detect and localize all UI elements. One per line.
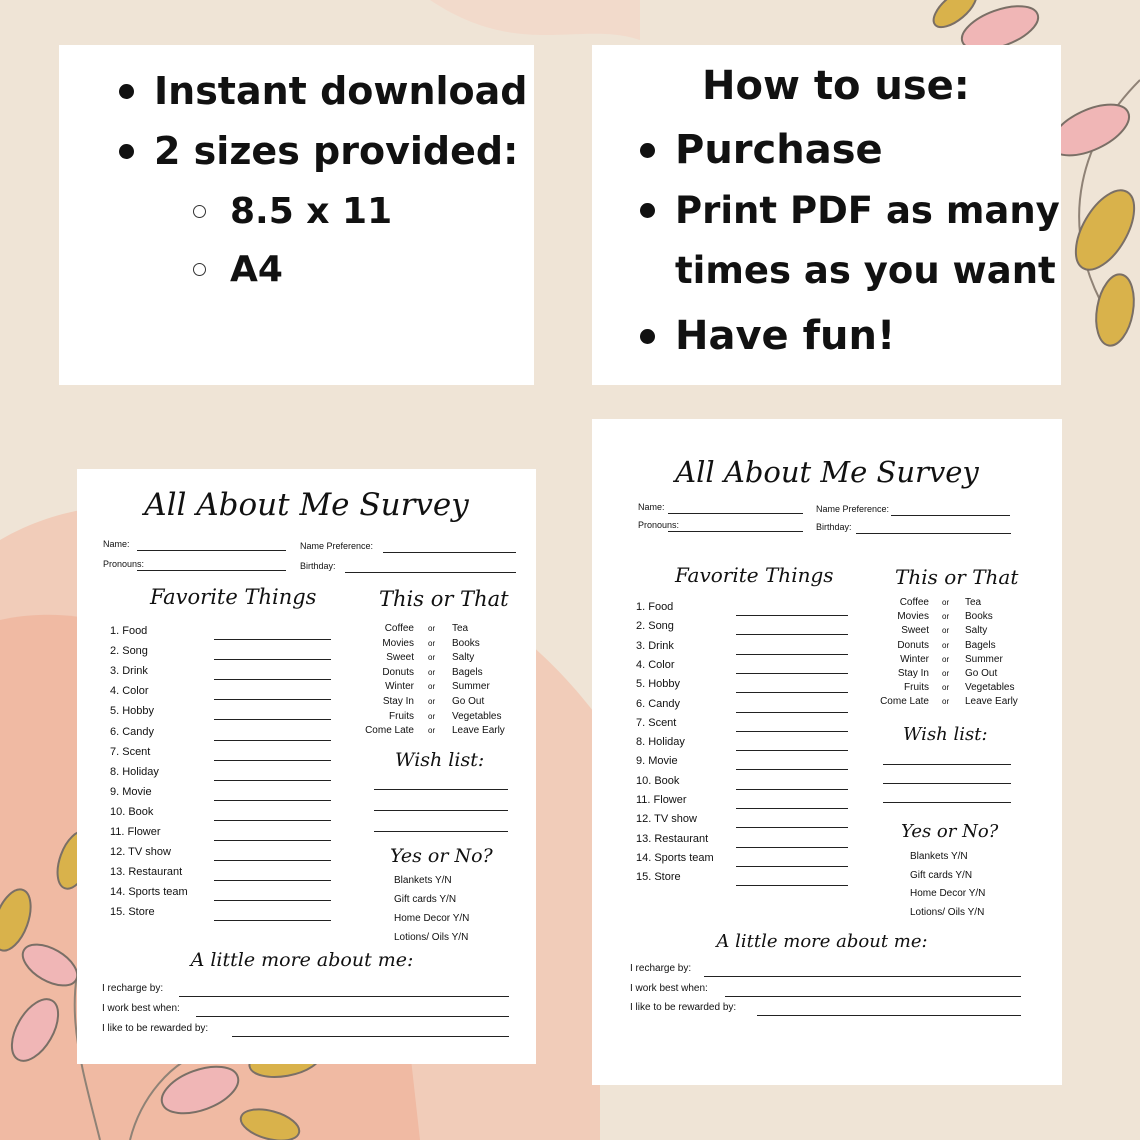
favorite-item: 9. Movie	[110, 785, 152, 798]
favorite-answer-line	[736, 769, 848, 770]
favorite-item: 2. Song	[636, 620, 674, 633]
that-option: Salty	[452, 652, 475, 664]
or-word: or	[942, 612, 950, 622]
favorite-answer-line	[736, 692, 848, 693]
favorite-item: 11. Flower	[110, 826, 161, 838]
favorite-item: 6. Candy	[636, 697, 681, 710]
this-option: Fruits	[389, 710, 414, 722]
this-option: Movies	[897, 611, 929, 623]
that-option: Books	[452, 637, 480, 649]
or-word: or	[428, 638, 436, 648]
favorite-item: 15. Store	[636, 871, 681, 884]
favorite-answer-line	[214, 719, 331, 720]
favorite-item: 7. Scent	[636, 716, 677, 729]
favorite-answer-line	[736, 885, 848, 886]
favorite-item: 4. Color	[636, 658, 675, 671]
feature-label: Instant download	[154, 69, 528, 113]
favorite-answer-line	[736, 808, 848, 809]
more-prompt: I recharge by:	[102, 983, 164, 994]
wish-list-line	[883, 764, 1011, 765]
favorite-item: 12. TV show	[636, 813, 697, 826]
favorite-answer-line	[214, 820, 331, 821]
yes-no-item: Lotions/ Oils Y/N	[910, 907, 985, 919]
more-answer-line	[196, 1016, 509, 1017]
favorite-item: 13. Restaurant	[110, 866, 183, 879]
wish-list-line	[374, 831, 508, 832]
more-answer-line	[757, 1015, 1021, 1016]
favorite-answer-line	[214, 659, 331, 660]
that-option: Go Out	[452, 696, 485, 707]
this-option: Sweet	[901, 625, 929, 637]
name-pref-line	[891, 515, 1010, 516]
this-or-that-heading: This or That	[379, 587, 509, 611]
favorite-item: 7. Scent	[110, 745, 151, 758]
step-label: Have fun!	[675, 313, 896, 359]
circle-bullet-icon	[193, 263, 206, 276]
favorite-answer-line	[736, 827, 848, 828]
favorite-answer-line	[214, 740, 331, 741]
this-or-that-heading: This or That	[895, 565, 1019, 589]
size-label: 8.5 x 11	[230, 191, 393, 232]
this-option: Come Late	[880, 696, 929, 708]
yes-no-item: Gift cards Y/N	[394, 894, 457, 905]
favorite-item: 12. TV show	[110, 846, 171, 859]
features-card	[59, 45, 534, 385]
birthday-label: Birthday:	[300, 561, 336, 571]
name-pref-label: Name Preference:	[816, 504, 890, 514]
yes-or-no-heading: Yes or No?	[390, 845, 493, 867]
favorite-item: 8. Holiday	[636, 736, 685, 749]
how-to-card	[592, 45, 1061, 385]
favorite-answer-line	[736, 750, 848, 751]
yes-no-item: Home Decor Y/N	[394, 913, 470, 924]
favorite-answer-line	[214, 760, 331, 761]
how-to-step	[640, 313, 895, 359]
that-option: Leave Early	[965, 696, 1018, 708]
favorite-item: 3. Drink	[636, 639, 674, 652]
bullet-icon	[640, 143, 655, 158]
favorite-answer-line	[736, 731, 848, 732]
yes-no-item: Blankets Y/N	[910, 851, 968, 862]
that-option: Tea	[965, 597, 982, 608]
this-option: Coffee	[384, 623, 414, 634]
this-option: Fruits	[904, 682, 929, 694]
wish-list-line	[374, 810, 508, 811]
favorite-answer-line	[736, 847, 848, 848]
favorite-item: 5. Hobby	[636, 678, 681, 691]
that-option: Tea	[452, 623, 469, 634]
this-option: Donuts	[897, 639, 929, 651]
that-option: Books	[965, 611, 993, 623]
this-option: Stay In	[382, 696, 414, 707]
more-prompt: I recharge by:	[630, 963, 692, 974]
favorite-item: 5. Hobby	[110, 705, 155, 718]
yes-no-item: Home Decor Y/N	[910, 888, 986, 900]
or-word: or	[428, 667, 436, 677]
favorite-answer-line	[214, 679, 331, 680]
favorite-item: 2. Song	[110, 645, 148, 658]
yes-no-item: Gift cards Y/N	[910, 869, 973, 881]
favorite-answer-line	[214, 780, 331, 781]
bullet-icon	[640, 329, 655, 344]
more-prompt: I work best when:	[102, 1003, 180, 1014]
favorite-answer-line	[214, 800, 331, 801]
how-to-step	[640, 189, 1060, 232]
or-word: or	[942, 598, 950, 607]
that-option: Vegetables	[965, 682, 1015, 694]
more-prompt: I like to be rewarded by:	[630, 1002, 737, 1013]
favorite-answer-line	[214, 639, 331, 640]
or-word: or	[428, 624, 436, 633]
survey-title: All About Me Survey	[144, 487, 469, 523]
wish-list-line	[883, 802, 1011, 803]
favorite-answer-line	[736, 712, 848, 713]
how-to-step-cont: times as you want	[675, 249, 1056, 292]
favorite-answer-line	[214, 900, 331, 901]
favorite-answer-line	[214, 880, 331, 881]
more-prompt: I like to be rewarded by:	[102, 1023, 209, 1034]
birthday-line	[345, 572, 516, 573]
favorite-answer-line	[736, 634, 848, 635]
birthday-line	[856, 533, 1011, 534]
favorites-heading: Favorite Things	[675, 563, 834, 587]
favorite-item: 11. Flower	[636, 794, 687, 806]
wish-list-line	[883, 783, 1011, 784]
that-option: Bagels	[452, 666, 483, 678]
more-answer-line	[179, 996, 509, 997]
or-word: or	[428, 653, 436, 663]
bullet-icon	[640, 203, 655, 218]
that-option: Vegetables	[452, 710, 502, 722]
favorite-item: 10. Book	[636, 774, 680, 787]
or-word: or	[942, 654, 950, 664]
name-pref-label: Name Preference:	[300, 541, 374, 551]
favorite-answer-line	[736, 615, 848, 616]
this-option: Sweet	[386, 652, 414, 664]
this-option: Winter	[900, 653, 929, 665]
that-option: Salty	[965, 625, 988, 637]
how-to-step	[640, 127, 883, 173]
more-prompt: I work best when:	[630, 982, 708, 994]
more-about-heading: A little more about me:	[716, 931, 928, 952]
name-line	[668, 513, 803, 514]
or-word: or	[428, 726, 436, 736]
that-option: Go Out	[965, 668, 998, 679]
pronouns-line	[137, 570, 286, 571]
this-option: Come Late	[365, 725, 414, 737]
yes-or-no-heading: Yes or No?	[901, 821, 999, 842]
step-label: Print PDF as many	[675, 189, 1060, 232]
favorite-answer-line	[214, 920, 331, 921]
circle-bullet-icon	[193, 205, 206, 218]
or-word: or	[428, 697, 436, 706]
more-about-heading: A little more about me:	[190, 949, 414, 971]
this-option: Winter	[385, 681, 414, 693]
favorite-item: 3. Drink	[110, 665, 148, 678]
bullet-icon	[119, 144, 134, 159]
birthday-label: Birthday:	[816, 522, 852, 532]
step-label: Purchase	[675, 127, 883, 173]
this-option: Movies	[382, 637, 414, 649]
favorite-answer-line	[736, 866, 848, 867]
this-option: Coffee	[899, 597, 929, 608]
or-word: or	[428, 711, 436, 721]
favorite-item: 15. Store	[110, 906, 155, 919]
name-line	[137, 550, 286, 551]
more-answer-line	[704, 976, 1021, 977]
favorite-item: 4. Color	[110, 685, 149, 698]
favorite-answer-line	[736, 673, 848, 674]
more-answer-line	[725, 996, 1021, 997]
or-word: or	[942, 669, 950, 678]
name-label: Name:	[103, 539, 130, 549]
wish-list-line	[374, 789, 508, 790]
favorite-answer-line	[214, 840, 331, 841]
survey-sheet-a4	[592, 419, 1062, 1085]
that-option: Summer	[452, 681, 490, 693]
favorite-answer-line	[736, 789, 848, 790]
feature-label: 2 sizes provided:	[154, 129, 519, 173]
favorite-item: 14. Sports team	[636, 851, 714, 864]
favorite-item: 9. Movie	[636, 755, 678, 768]
size-item	[193, 191, 392, 232]
favorite-item: 10. Book	[110, 805, 154, 818]
or-word: or	[942, 683, 950, 693]
favorite-item: 13. Restaurant	[636, 832, 709, 845]
feature-item	[119, 129, 518, 173]
yes-no-item: Blankets Y/N	[394, 875, 452, 886]
or-word: or	[942, 626, 950, 636]
that-option: Summer	[965, 653, 1003, 665]
name-label: Name:	[638, 502, 665, 512]
wish-list-heading: Wish list:	[903, 724, 988, 745]
this-option: Stay In	[897, 668, 929, 679]
size-item	[193, 249, 283, 290]
name-pref-line	[383, 552, 516, 553]
pronouns-label: Pronouns:	[103, 559, 145, 569]
wish-list-heading: Wish list:	[395, 749, 485, 771]
survey-title: All About Me Survey	[675, 455, 979, 489]
favorite-answer-line	[214, 699, 331, 700]
how-to-title: How to use:	[702, 63, 970, 109]
yes-no-item: Lotions/ Oils Y/N	[394, 932, 469, 943]
that-option: Bagels	[965, 639, 996, 651]
favorite-item: 8. Holiday	[110, 765, 159, 778]
favorite-item: 6. Candy	[110, 725, 155, 738]
more-answer-line	[232, 1036, 509, 1037]
or-word: or	[428, 682, 436, 692]
bullet-icon	[119, 84, 134, 99]
pronouns-label: Pronouns:	[638, 520, 680, 530]
feature-item	[119, 69, 528, 113]
size-label: A4	[230, 249, 283, 290]
or-word: or	[942, 640, 950, 650]
favorite-item: 1. Food	[636, 601, 674, 613]
favorite-answer-line	[736, 654, 848, 655]
this-option: Donuts	[382, 666, 414, 678]
pronouns-line	[668, 531, 803, 532]
favorite-answer-line	[214, 860, 331, 861]
or-word: or	[942, 697, 950, 707]
favorite-item: 1. Food	[110, 625, 148, 637]
favorite-item: 14. Sports team	[110, 886, 188, 899]
survey-sheet-letter	[77, 469, 536, 1064]
that-option: Leave Early	[452, 725, 505, 737]
favorites-heading: Favorite Things	[150, 585, 317, 609]
